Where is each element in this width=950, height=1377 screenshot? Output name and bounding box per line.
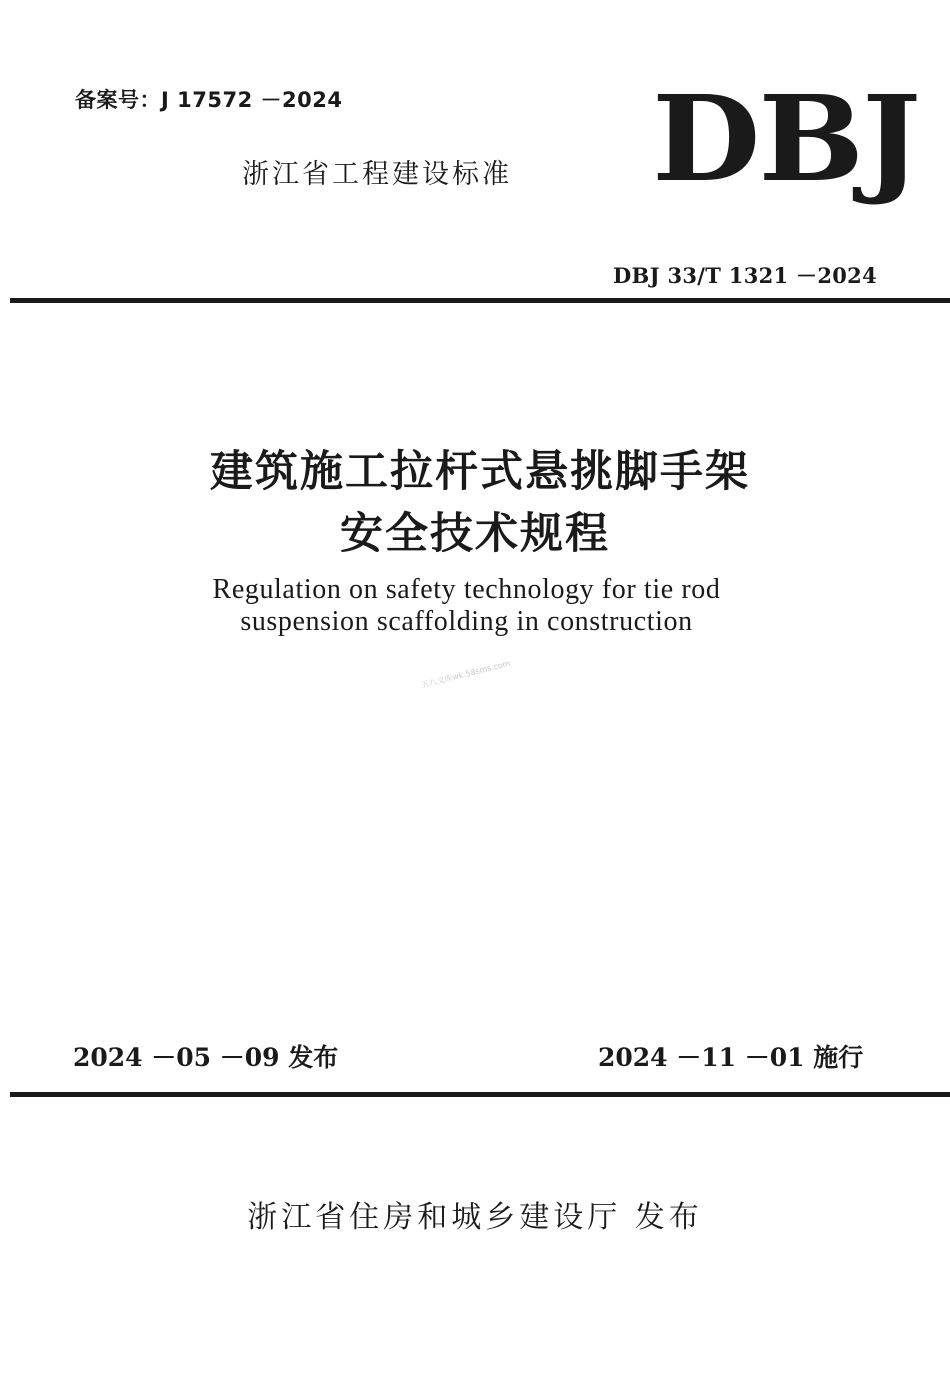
title-chinese-line-2: 安全技术规程 <box>340 509 610 559</box>
standard-category: 浙江省工程建设标准 <box>242 159 512 190</box>
title-chinese-line-1: 建筑施工拉杆式悬挑脚手架 <box>210 447 750 497</box>
bottom-divider <box>10 1092 950 1097</box>
record-number: 备案号：J 17572 －2024 <box>75 88 343 112</box>
effective-date: 2024 －11 －01 施行 <box>598 1043 864 1072</box>
issue-date: 2024 －05 －09 发布 <box>73 1043 339 1072</box>
title-english-line-2: suspension scaffolding in construction <box>240 606 693 637</box>
dbj-logo: DBJ <box>652 69 920 208</box>
top-divider <box>10 298 950 303</box>
title-english-line-1: Regulation on safety technology for tie rod <box>212 574 721 605</box>
publisher: 浙江省住房和城乡建设厅 发布 <box>247 1200 703 1235</box>
standard-number: DBJ 33/T 1321 －2024 <box>613 263 877 288</box>
watermark: 五八文库wk.58sms.com <box>420 658 512 690</box>
